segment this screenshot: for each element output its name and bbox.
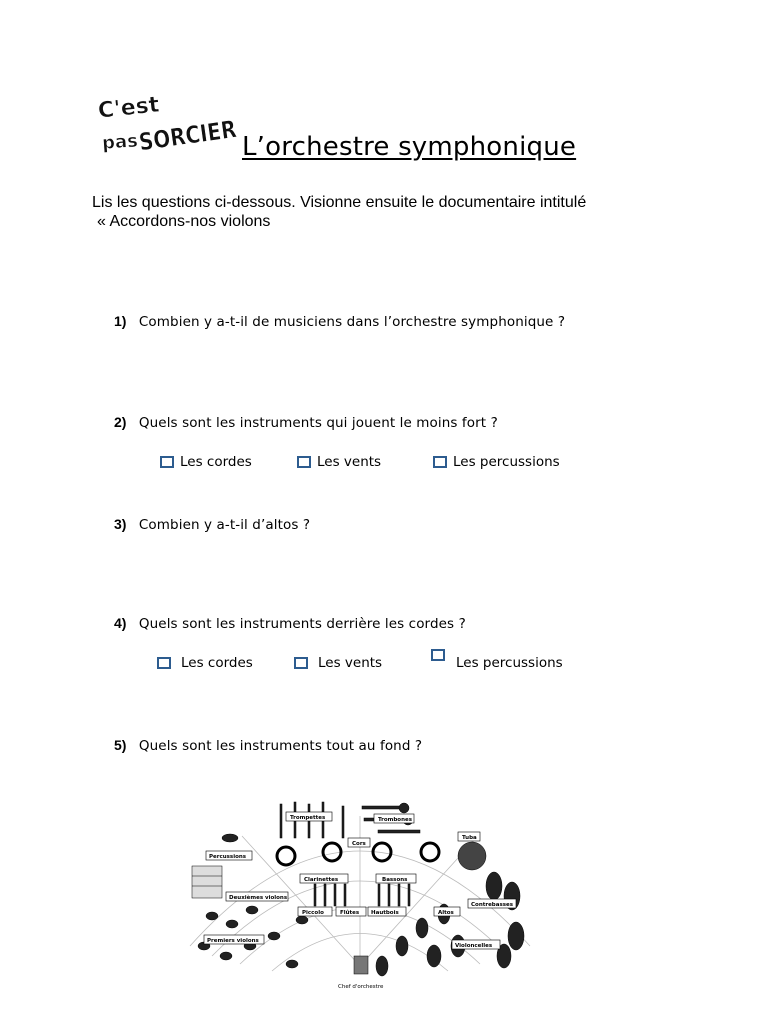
intro-line-1: Lis les questions ci-dessous. Visionne ensuite le documentaire intitulé	[92, 194, 587, 211]
question-3	[114, 515, 310, 534]
option-label: Les cordes	[180, 454, 252, 470]
intro-text	[92, 193, 586, 231]
cest-pas-sorcier-logo	[96, 86, 258, 160]
checkbox[interactable]	[297, 456, 311, 468]
question-number: 1)	[114, 313, 127, 329]
checkbox[interactable]	[294, 657, 308, 669]
logo-line-3: SORCIER	[137, 112, 258, 157]
label-bassons: Bassons	[382, 877, 408, 883]
checkbox[interactable]	[433, 456, 447, 468]
question-2	[114, 413, 498, 432]
checkbox[interactable]	[431, 649, 445, 661]
option-label: Les vents	[318, 655, 383, 671]
option-les-vents[interactable]	[294, 655, 382, 671]
intro-line-2: « Accordons-nos violons	[97, 213, 271, 230]
question-5	[114, 736, 422, 755]
checkbox[interactable]	[157, 657, 171, 669]
question-text: Quels sont les instruments tout au fond ?	[138, 738, 423, 754]
question-text: Combien y a-t-il de musiciens dans l’orchestre symphonique ?	[138, 314, 566, 330]
option-label: Les cordes	[181, 655, 253, 671]
question-text: Quels sont les instruments derrière les cordes ?	[138, 616, 466, 632]
option-label: Les percussions	[456, 655, 563, 671]
option-label: Les percussions	[453, 454, 560, 470]
label-cors: Cors	[352, 841, 366, 847]
label-contrebasses: Contrebasses	[471, 902, 514, 908]
orchestra-seating-diagram	[182, 796, 538, 992]
logo-line-1: C'est	[96, 92, 161, 124]
label-clarinettes: Clarinettes	[304, 877, 339, 883]
percussion-icon	[192, 834, 238, 898]
tuba-icon	[458, 842, 486, 870]
question-number: 4)	[114, 615, 127, 631]
page-title: L’orchestre symphonique	[242, 132, 577, 162]
option-les-vents[interactable]	[297, 454, 381, 470]
option-les-percussions[interactable]	[433, 454, 560, 470]
question-1	[114, 312, 565, 331]
label-premiers-violons: Premiers violons	[207, 938, 259, 944]
label-hautbois: Hautbois	[371, 910, 399, 916]
label-altos: Altos	[438, 910, 454, 916]
question-number: 2)	[114, 414, 127, 430]
label-deuxiemes-violons: Deuxièmes violons	[229, 895, 288, 901]
question-number: 5)	[114, 737, 127, 753]
label-piccolo: Piccolo	[302, 910, 324, 916]
option-les-cordes[interactable]	[160, 454, 252, 470]
question-text: Combien y a-t-il d’altos ?	[138, 517, 311, 533]
woodwinds-icon	[314, 884, 410, 906]
question-4	[114, 614, 466, 633]
logo-line-2: pas	[101, 130, 139, 154]
label-flutes: Flûtes	[340, 910, 360, 916]
label-chef-dorchestre: Chef d'orchestre	[338, 984, 384, 990]
label-trombones: Trombones	[378, 817, 413, 823]
conductor-icon	[354, 956, 368, 974]
label-violoncelles: Violoncelles	[455, 943, 493, 949]
option-label: Les vents	[317, 454, 382, 470]
option-les-percussions[interactable]	[431, 649, 451, 661]
question-number: 3)	[114, 516, 127, 532]
label-percussions: Percussions	[209, 854, 247, 860]
option-les-cordes[interactable]	[157, 655, 253, 671]
label-tuba: Tuba	[462, 835, 477, 841]
question-text: Quels sont les instruments qui jouent le moins fort ?	[138, 415, 498, 431]
label-trompettes: Trompettes	[290, 815, 326, 821]
checkbox[interactable]	[160, 456, 174, 468]
